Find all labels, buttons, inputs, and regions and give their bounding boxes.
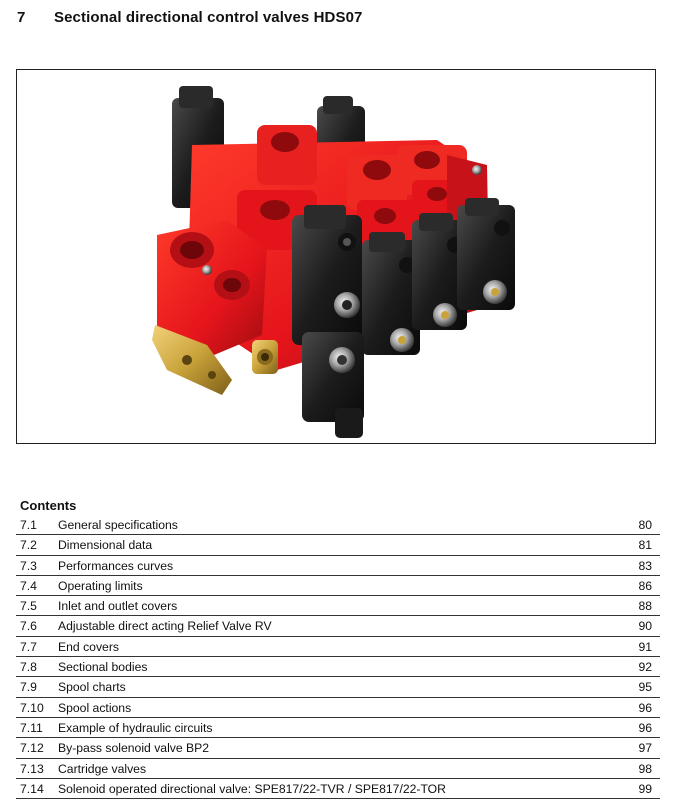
chapter-number: 7 [17,9,26,26]
toc-page-number: 88 [638,599,652,614]
toc-row[interactable] [16,677,660,697]
toc-section-title[interactable]: Cartridge valves [58,761,147,776]
toc-section-number: 7.8 [20,660,37,675]
toc-row[interactable] [16,556,660,576]
toc-section-title[interactable]: Adjustable direct acting Relief Valve RV [58,619,272,634]
toc-section-title[interactable]: Performances curves [58,558,174,573]
toc-section-number: 7.2 [20,538,37,553]
toc-section-title[interactable]: Operating limits [58,578,143,593]
toc-page-number: 86 [638,578,652,593]
chapter-heading [17,9,362,26]
toc-row[interactable] [16,596,660,616]
toc-section-number: 7.6 [20,619,37,634]
toc-row[interactable] [16,657,660,677]
toc-section-title[interactable]: Sectional bodies [58,660,148,675]
toc-section-number: 7.13 [20,761,44,776]
toc-page-number: 80 [638,518,652,532]
toc-section-title[interactable]: By-pass solenoid valve BP2 [58,741,210,756]
toc-section-title[interactable]: Spool charts [58,680,126,695]
toc-section-number: 7.1 [20,518,37,532]
toc-page-number: 95 [638,680,652,695]
product-figure [16,69,656,444]
toc-row[interactable] [16,759,660,779]
toc-section-title[interactable]: Inlet and outlet covers [58,599,178,614]
toc-row[interactable] [16,718,660,738]
toc-page-number: 91 [638,639,652,654]
toc-row[interactable] [16,738,660,758]
toc-section-number: 7.12 [20,741,44,756]
toc-page-number: 98 [638,761,652,776]
toc-row[interactable] [16,698,660,718]
toc-section-number: 7.14 [20,781,44,796]
toc-row[interactable] [16,535,660,555]
toc-page-number: 99 [638,781,652,796]
chapter-title: Sectional directional control valves HDS07 [54,9,363,26]
toc-section-number: 7.9 [20,680,37,695]
toc-page-number: 96 [638,720,652,735]
toc-section-number: 7.11 [20,720,43,735]
toc-section-title[interactable]: Dimensional data [58,538,153,553]
toc-page-number: 96 [638,700,652,715]
toc-row[interactable] [16,515,660,535]
toc-section-number: 7.4 [20,578,37,593]
table-of-contents [16,515,660,799]
toc-section-number: 7.5 [20,599,37,614]
toc-section-title[interactable]: Example of hydraulic circuits [58,720,213,735]
toc-section-title[interactable]: General specifications [58,518,178,532]
contents-heading: Contents [20,498,77,513]
toc-page-number: 90 [638,619,652,634]
toc-row[interactable] [16,576,660,596]
toc-page-number: 83 [638,558,652,573]
toc-row[interactable] [16,637,660,657]
hydraulic-valve-assembly-icon [17,70,656,444]
toc-page-number: 97 [638,741,652,756]
toc-section-number: 7.3 [20,558,37,573]
toc-section-title[interactable]: Solenoid operated directional valve: SPE817/22-TVR / SPE817/22-TOR [58,781,446,796]
toc-row[interactable] [16,779,660,799]
toc-page-number: 81 [638,538,652,553]
toc-section-number: 7.7 [20,639,37,654]
toc-section-title[interactable]: End covers [58,639,119,654]
toc-section-number: 7.10 [20,700,44,715]
toc-section-title[interactable]: Spool actions [58,700,132,715]
toc-page-number: 92 [638,660,652,675]
toc-row[interactable] [16,616,660,636]
